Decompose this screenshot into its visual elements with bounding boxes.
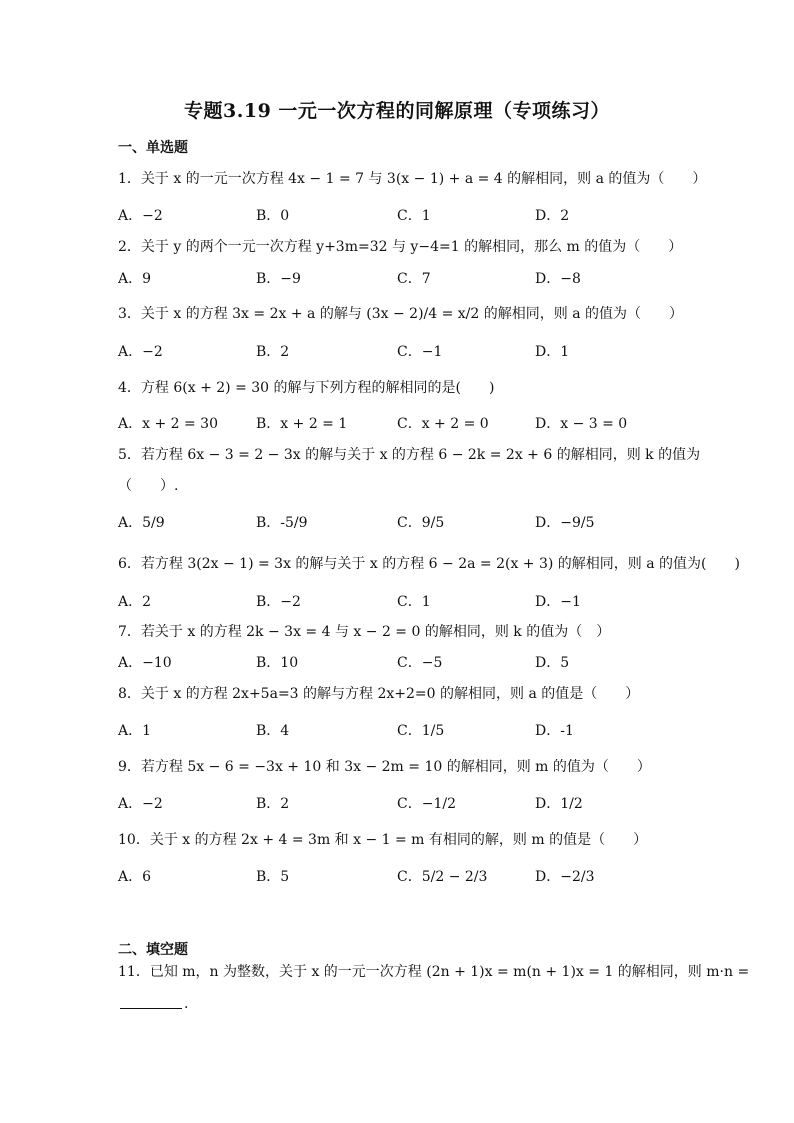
- option-c[interactable]: C．1: [397, 208, 431, 224]
- question-5-options: [118, 512, 678, 542]
- option-a[interactable]: A．−10: [118, 655, 172, 671]
- option-b[interactable]: B．x + 2 = 1: [256, 416, 348, 432]
- question-3-stem: 3．关于 x 的方程 3x = 2x + a 的解与 (3x − 2)/4 = x/2 的解相同，则 a 的值为（ ）: [118, 306, 684, 322]
- option-d[interactable]: D．−9/5: [535, 515, 595, 531]
- option-a[interactable]: A．−2: [118, 344, 163, 360]
- question-1-options: [118, 205, 678, 235]
- answer-period: .: [184, 996, 189, 1012]
- section-heading-fill-blank: 二、填空题: [118, 942, 188, 958]
- option-c[interactable]: C．−1: [397, 344, 443, 360]
- answer-blank[interactable]: [120, 1000, 182, 1009]
- question-10-stem: 10．关于 x 的方程 2x + 4 = 3m 和 x − 1 = m 有相同的解，则 m 的值是（ ）: [118, 832, 648, 848]
- question-7-stem: 7．若关于 x 的方程 2k − 3x = 4 与 x − 2 = 0 的解相同，则 k 的值为（ ）: [118, 624, 611, 640]
- option-d[interactable]: D．x − 3 = 0: [535, 416, 628, 432]
- option-a[interactable]: A．9: [118, 271, 152, 287]
- question-1-stem: 1．关于 x 的一元一次方程 4x − 1 = 7 与 3(x − 1) + a = 4 的解相同，则 a 的值为（ ）: [118, 171, 707, 187]
- option-a[interactable]: A．6: [118, 869, 152, 885]
- option-c[interactable]: C．7: [397, 271, 431, 287]
- page-title: 专题3.19 一元一次方程的同解原理（专项练习）: [184, 100, 610, 122]
- option-c[interactable]: C．1/5: [397, 723, 445, 739]
- option-c[interactable]: C．9/5: [397, 515, 445, 531]
- option-b[interactable]: B．2: [256, 344, 290, 360]
- question-5-stem: 5．若方程 6x − 3 = 2 − 3x 的解与关于 x 的方程 6 − 2k = 2x + 6 的解相同，则 k 的值为: [118, 447, 701, 463]
- option-c[interactable]: C．5/2 − 2/3: [397, 869, 488, 885]
- section-heading-single-choice: 一、单选题: [118, 140, 188, 156]
- option-c[interactable]: C．−5: [397, 655, 443, 671]
- question-9-options: [118, 793, 678, 823]
- question-10-options: [118, 866, 678, 896]
- question-3-options: [118, 341, 678, 371]
- question-2-options: [118, 268, 678, 298]
- option-d[interactable]: D．1/2: [535, 796, 583, 812]
- question-9-stem: 9．若方程 5x − 6 = −3x + 10 和 3x − 2m = 10 的解相同，则 m 的值为（ ）: [118, 759, 651, 775]
- option-d[interactable]: D．-1: [535, 723, 574, 739]
- question-8-stem: 8．关于 x 的方程 2x+5a=3 的解与方程 2x+2=0 的解相同，则 a 的值是（ ）: [118, 686, 640, 702]
- option-c[interactable]: C．−1/2: [397, 796, 456, 812]
- option-a[interactable]: A．−2: [118, 796, 163, 812]
- question-7-options: [118, 652, 678, 682]
- option-a[interactable]: A．1: [118, 723, 152, 739]
- option-d[interactable]: D．−8: [535, 271, 581, 287]
- question-11-stem: 11．已知 m，n 为整数，关于 x 的一元一次方程 (2n + 1)x = m(n + 1)x = 1 的解相同，则 m·n =: [118, 964, 750, 980]
- question-4-options: [118, 413, 678, 443]
- option-b[interactable]: B．10: [256, 655, 299, 671]
- option-a[interactable]: A．2: [118, 594, 152, 610]
- option-b[interactable]: B．−2: [256, 594, 301, 610]
- option-a[interactable]: A．x + 2 = 30: [118, 416, 218, 432]
- question-2-stem: 2．关于 y 的两个一元一次方程 y+3m=32 与 y−4=1 的解相同，那么 m 的值为（ ）: [118, 239, 683, 255]
- question-8-options: [118, 720, 678, 750]
- option-a[interactable]: A．−2: [118, 208, 163, 224]
- option-b[interactable]: B．2: [256, 796, 290, 812]
- option-b[interactable]: B．−9: [256, 271, 301, 287]
- question-6-options: [118, 591, 678, 621]
- question-4-stem: 4．方程 6(x + 2) = 30 的解与下列方程的解相同的是( ): [118, 380, 495, 396]
- option-c[interactable]: C．x + 2 = 0: [397, 416, 489, 432]
- question-5-stem-continued: （ ）.: [118, 478, 179, 494]
- option-b[interactable]: B．-5/9: [256, 515, 308, 531]
- option-d[interactable]: D．5: [535, 655, 570, 671]
- option-d[interactable]: D．−2/3: [535, 869, 595, 885]
- option-b[interactable]: B．0: [256, 208, 290, 224]
- option-b[interactable]: B．4: [256, 723, 290, 739]
- question-6-stem: 6．若方程 3(2x − 1) = 3x 的解与关于 x 的方程 6 − 2a = 2(x + 3) 的解相同，则 a 的值为( ): [118, 556, 740, 572]
- option-b[interactable]: B．5: [256, 869, 290, 885]
- option-c[interactable]: C．1: [397, 594, 431, 610]
- option-d[interactable]: D．1: [535, 344, 570, 360]
- option-a[interactable]: A．5/9: [118, 515, 165, 531]
- option-d[interactable]: D．−1: [535, 594, 581, 610]
- option-d[interactable]: D．2: [535, 208, 570, 224]
